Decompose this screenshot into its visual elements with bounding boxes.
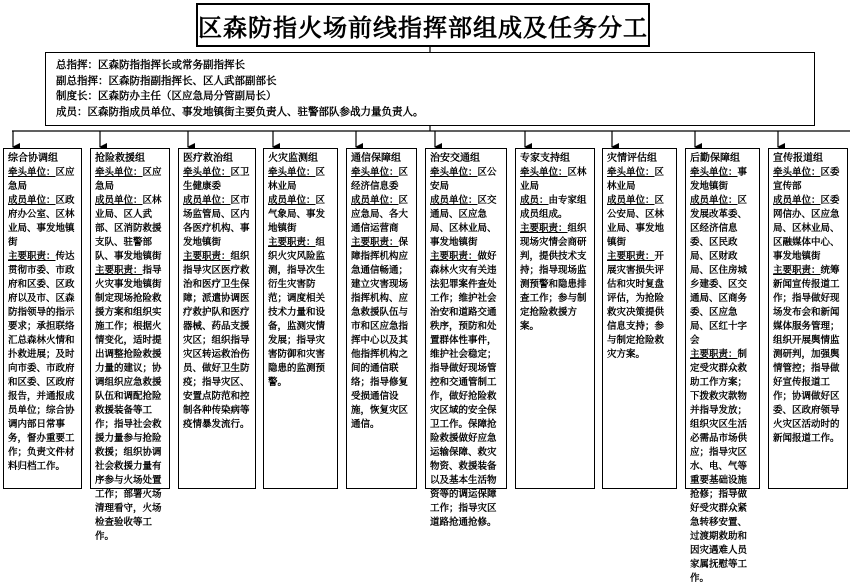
group-name: 治安交通组: [430, 153, 480, 164]
group-name: 灾情评估组: [607, 153, 657, 164]
leader-label: 副总指挥：: [56, 74, 109, 87]
group-name: 综合协调组: [8, 153, 58, 164]
leader-value: 区森防指指挥长或常务副指挥长: [98, 59, 245, 71]
group-lead: 牵头单位：区应急局: [95, 167, 162, 192]
group-members: 成员单位：区交通局、区应急局、区林业局、事发地镇街: [430, 195, 497, 248]
group-lead: 牵头单位：区委宣传部: [773, 167, 840, 192]
group-name: 通信保障组: [351, 153, 401, 164]
group-duties: 主要职责：统筹新闻宣传报道工作；指导做好现场发布会和新闻媒体服务管理；组织开展舆情监测研判，加强舆情管控；指导做好宣传报道工作；协调做好区委、区政府领导火灾区活动时的新闻报道工作。: [773, 265, 840, 444]
group-name: 医疗救治组: [183, 153, 233, 164]
group-duties: 主要职责：制定受灾群众救助工作方案；下拨救灾款物并指导发放；组织灾区生活必需品市场供应；指导灾区水、电、气等重要基础设施抢修；指导做好受灾群众紧急转移安置、过渡期救助和因灾遇难人员家属抚慰等工作。: [690, 349, 748, 584]
leader-label: 成员：: [56, 105, 88, 118]
group-members: 成员单位：区气象局、事发地镇街: [268, 195, 326, 234]
group-duties: 主要职责：组织指导灾区医疗救治和医疗卫生保障；派遣协调医疗救护队和医疗器械、药品支援灾区；组织指导灾区转运救治伤员、做好卫生防疫；指导灾区、安置点防范和控制各种传染病等疫情暴发流行。: [183, 251, 250, 430]
leader-value: 区森防指成员单位、事发地镇街主要负责人、驻警部队参战力量负责人。: [87, 105, 424, 118]
group-duties: 主要职责：开展灾害损失评估和灾时复盘评估，为抢险救灾决策提供信息支持；参与制定抢险救灾方案。: [607, 251, 665, 360]
group-box: [346, 148, 417, 489]
group-box: [768, 148, 848, 489]
group-name: 抢险救援组: [95, 153, 145, 164]
group-lead: 牵头单位：事发地镇街: [690, 167, 748, 192]
leadership-box: [45, 52, 815, 126]
group-duties: 主要职责：保障指挥机构应急通信畅通；建立灾害现场指挥机构、应急救援队伍与市和区应急指挥中心以及其他指挥机构之间的通信联络；指导修复受损通信设施，恢复灾区通信。: [351, 237, 409, 430]
group-box: [425, 148, 507, 528]
group-box: [178, 148, 256, 489]
leader-label: 总指挥：: [56, 59, 98, 71]
group-box: [3, 148, 82, 489]
group-duties: 主要职责：组织现场灾情会商研判，提供技术支持；指导现场监测预警和隐患排查工作；参与制定抢险救援方案。: [520, 223, 587, 332]
group-box: [263, 148, 338, 489]
group-name: 火灾监测组: [268, 153, 318, 164]
leader-label: 制度长：: [56, 90, 98, 102]
group-duties: 主要职责：组织火灾风险监测，指导次生衍生灾害防范；调度相关技术力量和设备，监测灾情发展；指导灾害防御和灾害隐患的监测预警。: [268, 237, 326, 388]
group-duties: 主要职责：做好森林火灾有关违法犯罪案件查处工作；维护社会治安和道路交通秩序，预防和处置群体性事件，维护社会稳定；指导做好现场管控和交通管制工作，做好抢险救灾区域的安全保卫工作。保障抢险救援做好应急运输保障、救灾物资、救援装备以及基本生活物资等的调运保障工作；指导灾区道路抢通抢修。: [430, 251, 497, 528]
leader-value: 区森防办主任（区应急局分管副局长）: [98, 90, 277, 102]
group-name: 后勤保障组: [690, 153, 740, 164]
group-lead: 牵头单位：区林业局: [520, 167, 587, 192]
group-lead: 牵头单位：区公安局: [430, 167, 497, 192]
leader-system-row: [56, 89, 804, 105]
group-lead: 牵头单位：区林业局: [268, 167, 326, 192]
group-box: [685, 148, 760, 584]
group-members: 成员单位：区委网信办、区应急局、区林业局、区融媒体中心、事发地镇街: [773, 195, 840, 262]
leader-members-row: [56, 105, 804, 121]
group-lead: 牵头单位：区林业局: [607, 167, 665, 192]
leader-value: 区森防指副指挥长、区人武部副部长: [108, 74, 277, 87]
group-duties: 主要职责：指导火灾事发地镇街制定现场抢险救援方案和组织实施工作；根据火情变化，适时提出调整抢险救援力量的建议；协调组织应急救援队伍和调配抢险救援装备等工作；指导社会救援力量参与抢险救援；组织协调社会救援力量有序参与火场处置工作；部署火场清理看守，火场检查验收等工作。: [95, 265, 162, 542]
group-duties: 主要职责：传达贯彻市委、市政府和区委、区政府以及市、区森防指领导的指示要求；承担联络汇总森林火情和扑救进展；及时向市委、市政府和区委、区政府报告，并通报成员单位；综合协调内部日常事务，督办重要工作；负责文件材料归档工作。: [8, 251, 75, 472]
group-members: 成员：由专家组成员组成。: [520, 195, 587, 220]
group-members: 成员单位：区市场监管局、区内各医疗机构、事发地镇街: [183, 195, 250, 248]
group-box: [90, 148, 170, 542]
group-members: 成员单位：区政府办公室、区林业局、事发地镇街: [8, 195, 75, 248]
group-lead: 牵头单位：区卫生健康委: [183, 167, 250, 192]
group-name: 专家支持组: [520, 153, 570, 164]
group-members: 成员单位：区林业局、区人武部、区消防救援支队、驻警部队、事发地镇街: [95, 195, 162, 262]
leader-deputy-row: [56, 74, 804, 90]
group-name: 宣传报道组: [773, 153, 823, 164]
group-box: [515, 148, 595, 489]
group-members: 成员单位：区公安局、区林业局、事发地镇街: [607, 195, 665, 248]
title-box: [196, 3, 650, 47]
group-lead: 牵头单位：区应急局: [8, 167, 75, 192]
group-box: [602, 148, 677, 489]
group-members: 成员单位：区应急局、各大通信运营商: [351, 195, 409, 234]
group-members: 成员单位：区发展改革委、区经济信息委、区民政局、区财政局、区住房城乡建委、区交通局、区商务委、区应急局、区红十字会: [690, 195, 748, 346]
chart-title: 区森防指火场前线指挥部组成及任务分工: [198, 12, 648, 42]
group-lead: 牵头单位：区经济信息委: [351, 167, 409, 192]
leader-chief-row: [56, 58, 804, 74]
